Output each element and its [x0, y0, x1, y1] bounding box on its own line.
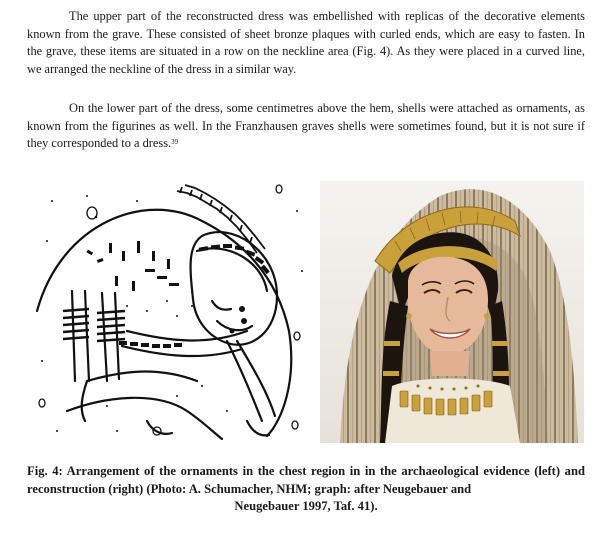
figure-caption-end: Neugebauer 1997, Taf. 41).	[234, 499, 378, 513]
reconstruction-photo	[320, 181, 584, 443]
paragraph-2: On the lower part of the dress, some centimetres above the hem, shells were attached as ornaments, as known from the figurines as well. In the Franzhausen graves shells were sometimes found, but it is not sure if they corresponded to a dress.$^{39}$	[27, 101, 585, 151]
archaeological-drawing	[27, 181, 312, 443]
footnote-marker: 39	[171, 138, 179, 147]
figure-caption: Fig. 4: Arrangement of the ornaments in the chest region in in the archaeological evidence (left) and reconstruction (right) (Photo: A. Schumacher, NHM; graph: after Neugebauer and	[27, 464, 585, 496]
paragraph-1: The upper part of the reconstructed dress was embellished with replicas of the decorative elements known from the grave. These consisted of sheet bronze plaques with curled ends, which are easy to fasten. In the grave, these items are situated in a row on the neckline area (Fig. 4). As they were placed in a curved line, we arranged the neckline of the dress in a similar way.	[27, 9, 585, 76]
